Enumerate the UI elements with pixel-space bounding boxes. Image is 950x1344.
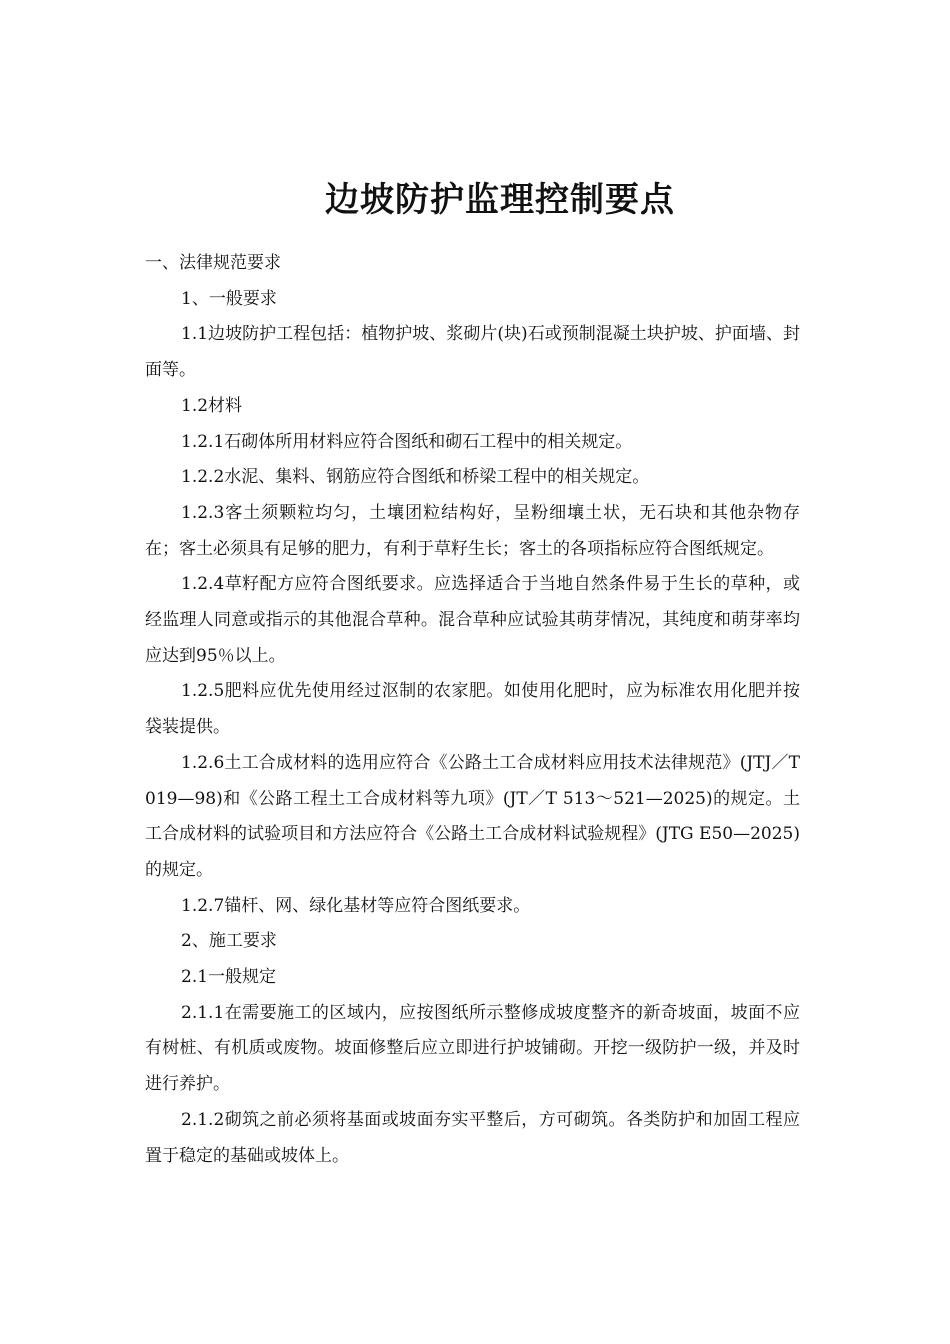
- paragraph: 1.2材料: [181, 395, 243, 416]
- document-title: 边坡防护监理控制要点: [325, 180, 675, 220]
- paragraph: 1.2.3客土须颗粒均匀，土壤团粒结构好，呈粉细壤土状，无石块和其他杂物存在；客土必须具有足够的肥力，有利于草籽生长；客土的各项指标应符合图纸规定。: [145, 502, 800, 559]
- paragraph: 1.2.5肥料应优先使用经过沤制的农家肥。如使用化肥时，应为标准农用化肥并按袋装提供。: [145, 681, 800, 738]
- paragraph: 一、法律规范要求: [145, 253, 281, 273]
- paragraph: 1.2.2水泥、集料、钢筋应符合图纸和桥梁工程中的相关规定。: [181, 467, 650, 488]
- paragraph: 1.1边坡防护工程包括：植物护坡、浆砌片(块)石或预制混凝土块护坡、护面墙、封面等。: [145, 324, 800, 381]
- paragraph: 1、一般要求: [181, 288, 277, 309]
- paragraph: 2、施工要求: [181, 931, 277, 952]
- paragraph: 1.2.1石砌体所用材料应符合图纸和砌石工程中的相关规定。: [181, 431, 633, 452]
- paragraph: 2.1一般规定: [181, 967, 277, 988]
- paragraph: 1.2.6土工合成材料的选用应符合《公路土工合成材料应用技术法律规范》(JTJ／T 019—98)和《公路工程土工合成材料等九项》(JT／T 513～521—2025)的规定。土工合成材料的试验项目和方法应符合《公路土工合成材料试验规程》(JTG E50—2025)的规定。: [145, 752, 800, 880]
- paragraph: 1.2.4草籽配方应符合图纸要求。应选择适合于当地自然条件易于生长的草种，或经监理人同意或指示的其他混合草种。混合草种应试验其萌芽情况，其纯度和萌芽率均应达到95％以上。: [145, 574, 800, 666]
- paragraph: 1.2.7锚杆、网、绿化基材等应符合图纸要求。: [181, 895, 531, 916]
- document-body: [145, 246, 800, 1174]
- paragraph: 2.1.2砌筑之前必须将基面或坡面夯实平整后，方可砌筑。各类防护和加固工程应置于稳定的基础或坡体上。: [145, 1109, 800, 1166]
- paragraph: 2.1.1在需要施工的区域内，应按图纸所示整修成坡度整齐的新奇坡面，坡面不应有树桩、有机质或废物。坡面修整后应立即进行护坡铺砌。开挖一级防护一级，并及时进行养护。: [145, 1002, 800, 1095]
